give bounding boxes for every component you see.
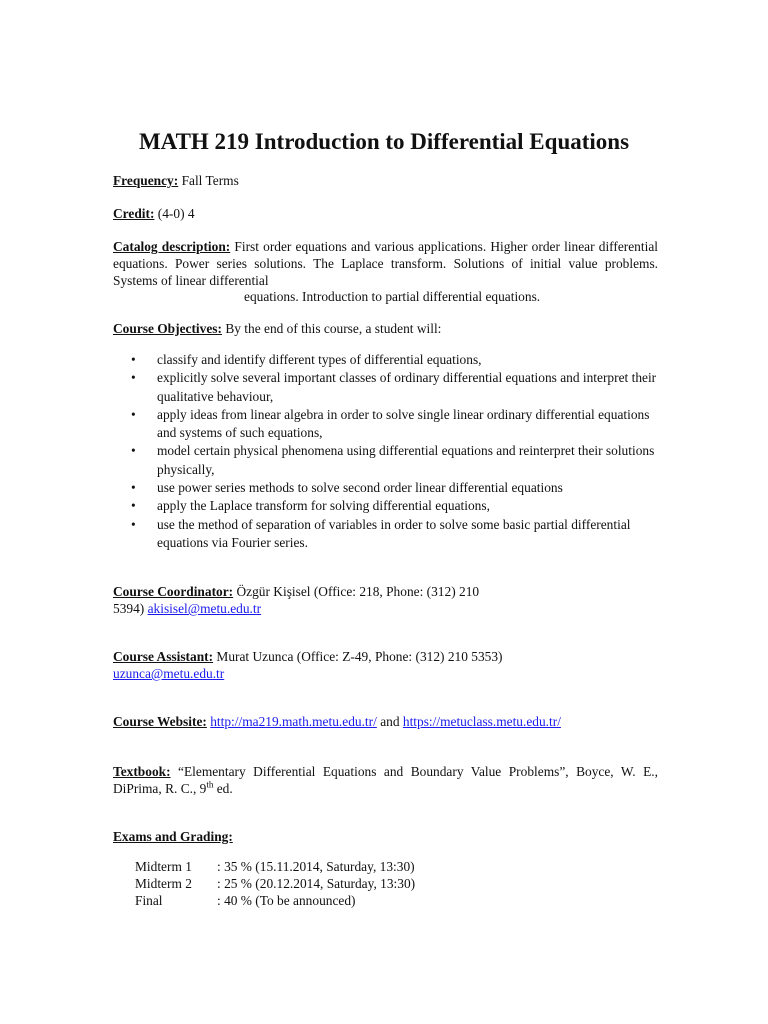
coordinator-line [113, 583, 543, 617]
coordinator-phone-end: 5394) [113, 601, 148, 616]
credit-line [113, 205, 658, 222]
list-item: • classify and identify different types of differential equations, [113, 351, 658, 369]
textbook-line [113, 763, 658, 797]
objectives-label: Course Objectives: [113, 321, 222, 336]
frequency-label: Frequency: [113, 173, 179, 188]
list-item: • apply ideas from linear algebra in order to solve single linear ordinary differential equations and systems of such equations, [131, 406, 650, 441]
website-link-ma219[interactable]: http://ma219.math.metu.edu.tr/ [210, 714, 377, 729]
list-item: • explicitly solve several important classes of ordinary differential equations and interpret their qualitative behaviour, [131, 370, 657, 404]
coordinator-label: Course Coordinator: [113, 584, 234, 599]
page-title: MATH 219 Introduction to Differential Equations [138, 129, 630, 154]
exams-heading [113, 828, 658, 845]
assistant-label: Course Assistant: [113, 649, 214, 664]
list-item: • apply the Laplace transform for solving differential equations, [113, 497, 658, 515]
frequency-line [113, 172, 658, 189]
credit-value: (4-0) 4 [154, 206, 195, 221]
bullet-icon: • [131, 516, 136, 532]
credit-label: Credit: [113, 206, 155, 221]
website-line [113, 713, 658, 730]
assistant-email-link[interactable]: uzunca@metu.edu.tr [113, 666, 225, 681]
table-row: Midterm 2 : 25 % (20.12.2014, Saturday, 13:30) [135, 876, 416, 891]
website-and: and [376, 714, 403, 729]
coordinator-email-link[interactable]: akisisel@metu.edu.tr [147, 601, 262, 616]
bullet-icon: • [131, 370, 136, 386]
website-label: Course Website: [113, 714, 207, 729]
catalog-description [113, 238, 658, 289]
textbook-end: ed. [213, 781, 233, 796]
website-link-metuclass[interactable]: https://metuclass.metu.edu.tr/ [402, 714, 561, 729]
textbook-edition-sup: th [206, 779, 214, 790]
objectives-heading [113, 320, 658, 337]
coordinator-info: Özgür Kişisel (Office: 218, Phone: (312) 210 [233, 584, 480, 599]
assistant-line [113, 648, 658, 682]
bullet-icon: • [131, 352, 136, 367]
grades-table [135, 858, 415, 909]
bullet-icon: • [131, 443, 136, 459]
bullet-icon: • [131, 480, 136, 496]
objectives-list [113, 351, 658, 552]
bullet-icon: • [131, 498, 136, 514]
list-item: • use the method of separation of variables in order to solve some basic partial differential equations via Fourier series. [131, 516, 631, 550]
bullet-icon: • [131, 406, 136, 422]
catalog-text: First order equations and various applications. Higher order linear differential equations. Power series solutions. The Laplace transform. Solutions of initial value problems. Systems of linear differential [113, 239, 658, 288]
textbook-text: “Elementary Differential Equations and Boundary Value Problems”, Boyce, W. E., DiPrima, R. C., 9 [113, 764, 658, 796]
catalog-label: Catalog description: [113, 239, 231, 254]
table-row: Midterm 1 : 35 % (15.11.2014, Saturday, 13:30) [135, 859, 415, 874]
frequency-value: Fall Terms [178, 173, 239, 188]
catalog-text-cont: equations. Introduction to partial differential equations. [244, 289, 541, 304]
catalog-description-cont [113, 288, 658, 305]
list-item: • model certain physical phenomena using differential equations and reinterpret their solutions physically, [131, 443, 655, 477]
objectives-intro: By the end of this course, a student will: [221, 321, 442, 336]
exams-label: Exams and Grading: [113, 829, 233, 844]
assistant-info: Murat Uzunca (Office: Z-49, Phone: (312) 210 5353) [213, 649, 503, 664]
textbook-label: Textbook: [113, 764, 171, 779]
list-item: • use power series methods to solve second order linear differential equations [113, 479, 658, 497]
table-row: Final : 40 % (To be announced) [135, 893, 356, 908]
